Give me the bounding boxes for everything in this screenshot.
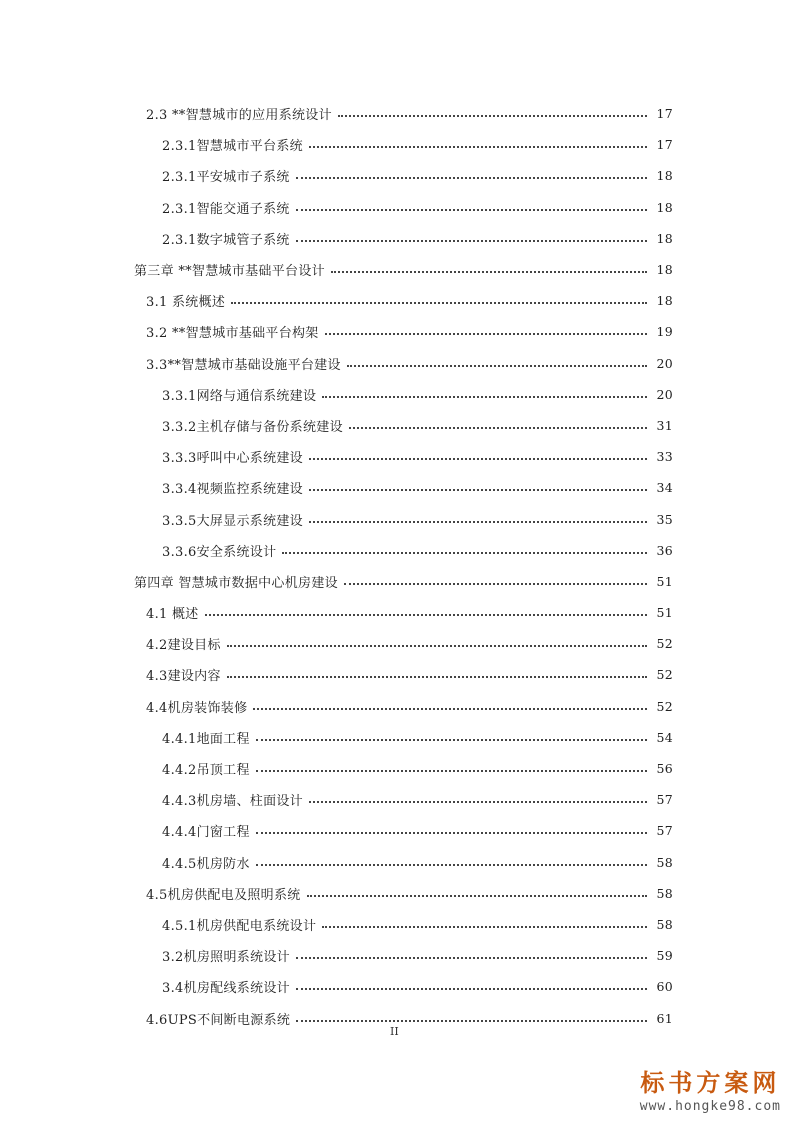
toc-entry-title: 4.5机房供配电及照明系统 <box>146 887 301 903</box>
toc-entry-title: 4.4机房装饰装修 <box>146 700 248 716</box>
toc-entry-page: 59 <box>656 948 673 964</box>
toc-dot-leader <box>307 895 647 897</box>
toc-dot-leader <box>331 271 647 273</box>
toc-entry-page: 18 <box>656 199 673 215</box>
toc-dot-leader <box>322 396 647 398</box>
toc-dot-leader <box>231 302 647 304</box>
toc-entry[interactable] <box>0 160 793 191</box>
toc-dot-leader <box>349 427 647 429</box>
toc-entry-title: 4.3建设内容 <box>146 669 221 685</box>
toc-dot-leader <box>296 209 647 211</box>
toc-entry-page: 52 <box>656 636 673 652</box>
toc-entry-title: 3.2 **智慧城市基础平台构架 <box>146 326 319 342</box>
toc-dot-leader <box>309 801 647 803</box>
toc-entry[interactable] <box>0 410 793 441</box>
toc-entry-page: 19 <box>656 324 673 340</box>
toc-entry-title: 3.3.1网络与通信系统建设 <box>162 388 317 404</box>
toc-entry-title: 2.3.1智能交通子系统 <box>162 201 290 217</box>
table-of-contents <box>0 98 793 1034</box>
toc-entry[interactable] <box>0 535 793 566</box>
toc-dot-leader <box>296 988 647 990</box>
toc-entry[interactable] <box>0 628 793 659</box>
toc-dot-leader <box>344 583 647 585</box>
toc-entry[interactable] <box>0 971 793 1002</box>
toc-entry-page: 31 <box>656 417 673 433</box>
toc-entry[interactable] <box>0 691 793 722</box>
toc-dot-leader <box>296 177 647 179</box>
toc-dot-leader <box>253 708 647 710</box>
toc-entry-page: 17 <box>656 137 673 153</box>
toc-dot-leader <box>309 521 647 523</box>
toc-dot-leader <box>256 770 647 772</box>
toc-dot-leader <box>227 645 647 647</box>
toc-dot-leader <box>256 864 647 866</box>
toc-entry-title: 3.2机房照明系统设计 <box>162 950 290 966</box>
toc-dot-leader <box>325 333 647 335</box>
toc-entry-page: 18 <box>656 293 673 309</box>
toc-entry-page: 51 <box>656 573 673 589</box>
toc-dot-leader <box>296 240 647 242</box>
watermark-url: www.hongke98.com <box>639 1099 781 1114</box>
toc-entry-page: 60 <box>656 979 673 995</box>
toc-entry-page: 58 <box>656 854 673 870</box>
toc-entry[interactable] <box>0 379 793 410</box>
toc-entry-title: 2.3.1智慧城市平台系统 <box>162 139 303 155</box>
toc-entry-title: 3.3.2主机存储与备份系统建设 <box>162 419 343 435</box>
toc-entry-title: 第四章 智慧城市数据中心机房建设 <box>134 575 338 591</box>
toc-entry-title: 4.4.1地面工程 <box>162 731 250 747</box>
toc-entry-page: 52 <box>656 698 673 714</box>
toc-entry-page: 20 <box>656 355 673 371</box>
toc-dot-leader <box>282 552 647 554</box>
toc-entry-title: 3.3.4视频监控系统建设 <box>162 482 303 498</box>
toc-entry[interactable] <box>0 285 793 316</box>
toc-entry-page: 33 <box>656 449 673 465</box>
toc-entry-page: 18 <box>656 262 673 278</box>
toc-dot-leader <box>256 832 647 834</box>
toc-dot-leader <box>309 146 647 148</box>
toc-entry[interactable] <box>0 441 793 472</box>
toc-entry-page: 17 <box>656 106 673 122</box>
toc-entry-title: 第三章 **智慧城市基础平台设计 <box>134 264 325 280</box>
toc-dot-leader <box>338 115 647 117</box>
toc-entry-title: 3.3.5大屏显示系统建设 <box>162 513 303 529</box>
toc-entry-page: 20 <box>656 386 673 402</box>
toc-entry-page: 61 <box>656 1010 673 1026</box>
toc-entry[interactable] <box>0 348 793 379</box>
toc-entry[interactable] <box>0 878 793 909</box>
toc-dot-leader <box>347 365 647 367</box>
toc-entry-title: 2.3 **智慧城市的应用系统设计 <box>146 108 332 124</box>
toc-entry-page: 51 <box>656 605 673 621</box>
toc-entry-page: 18 <box>656 230 673 246</box>
toc-dot-leader <box>322 926 647 928</box>
toc-entry[interactable] <box>0 316 793 347</box>
toc-entry-title: 4.4.4门窗工程 <box>162 825 250 841</box>
toc-entry-page: 57 <box>656 792 673 808</box>
toc-entry-title: 3.3.3呼叫中心系统建设 <box>162 451 303 467</box>
toc-entry[interactable] <box>0 722 793 753</box>
page-number: II <box>390 1025 399 1038</box>
toc-entry-page: 54 <box>656 729 673 745</box>
toc-entry[interactable] <box>0 784 793 815</box>
toc-entry[interactable] <box>0 254 793 285</box>
toc-dot-leader <box>309 458 647 460</box>
toc-entry-title: 2.3.1平安城市子系统 <box>162 170 290 186</box>
toc-entry-page: 18 <box>656 168 673 184</box>
watermark-title: 标书方案网 <box>640 1069 781 1097</box>
toc-dot-leader <box>296 1020 647 1022</box>
toc-entry-title: 4.1 概述 <box>146 607 199 623</box>
toc-entry[interactable] <box>0 98 793 129</box>
toc-entry[interactable] <box>0 223 793 254</box>
toc-entry-title: 4.5.1机房供配电系统设计 <box>162 918 317 934</box>
toc-dot-leader <box>227 676 647 678</box>
toc-entry[interactable] <box>0 597 793 628</box>
toc-entry[interactable] <box>0 659 793 690</box>
toc-entry-page: 58 <box>656 885 673 901</box>
toc-dot-leader <box>256 739 647 741</box>
toc-dot-leader <box>296 957 647 959</box>
toc-dot-leader <box>309 489 647 491</box>
toc-entry-page: 35 <box>656 511 673 527</box>
toc-entry-title: 3.1 系统概述 <box>146 295 226 311</box>
toc-entry-title: 4.2建设目标 <box>146 638 221 654</box>
toc-entry-page: 58 <box>656 916 673 932</box>
toc-entry[interactable] <box>0 940 793 971</box>
toc-entry-title: 3.3.6安全系统设计 <box>162 544 277 560</box>
toc-entry-title: 3.3**智慧城市基础设施平台建设 <box>146 357 341 373</box>
toc-entry-title: 4.4.5机房防水 <box>162 856 250 872</box>
toc-entry-page: 56 <box>656 761 673 777</box>
toc-entry-page: 36 <box>656 542 673 558</box>
toc-entry-page: 52 <box>656 667 673 683</box>
toc-entry[interactable] <box>0 909 793 940</box>
toc-dot-leader <box>205 614 647 616</box>
toc-entry[interactable] <box>0 753 793 784</box>
toc-entry-title: 4.6UPS不间断电源系统 <box>146 1012 291 1028</box>
toc-entry-page: 34 <box>656 480 673 496</box>
toc-entry[interactable] <box>0 472 793 503</box>
toc-entry[interactable] <box>0 847 793 878</box>
toc-entry-page: 57 <box>656 823 673 839</box>
toc-entry[interactable] <box>0 815 793 846</box>
toc-entry-title: 4.4.3机房墙、柱面设计 <box>162 794 303 810</box>
toc-entry[interactable] <box>0 129 793 160</box>
toc-entry[interactable] <box>0 503 793 534</box>
toc-entry-title: 3.4机房配线系统设计 <box>162 981 290 997</box>
toc-entry[interactable] <box>0 566 793 597</box>
toc-entry[interactable] <box>0 192 793 223</box>
toc-entry-title: 2.3.1数字城管子系统 <box>162 232 290 248</box>
watermark-logo <box>640 1071 781 1114</box>
toc-entry-title: 4.4.2吊顶工程 <box>162 763 250 779</box>
